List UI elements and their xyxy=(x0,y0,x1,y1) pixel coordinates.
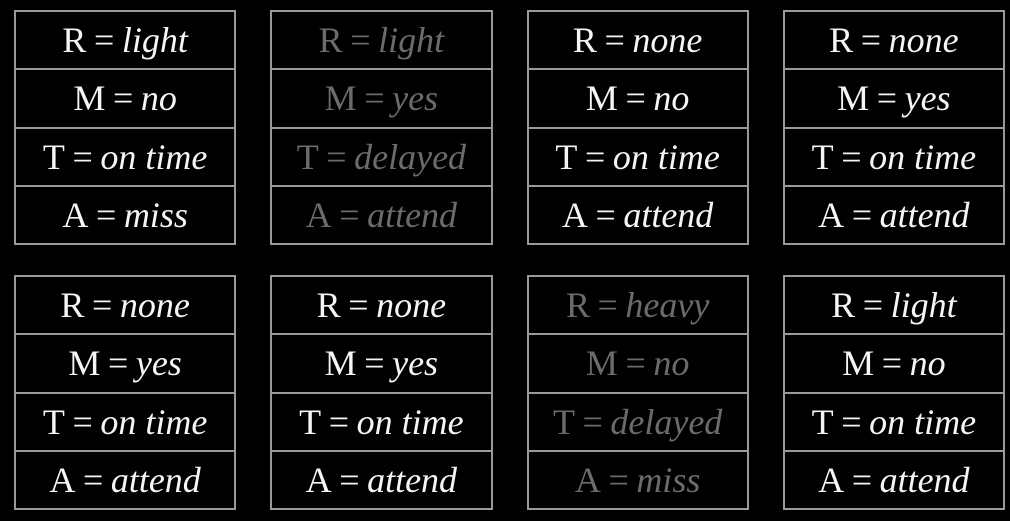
variable-value: yes xyxy=(135,343,182,384)
variable-value: miss xyxy=(123,194,188,235)
equals-sign: = xyxy=(72,401,93,442)
variable-value: yes xyxy=(392,78,439,119)
variable-value: yes xyxy=(904,78,951,119)
variable-value: no xyxy=(140,78,177,119)
sample-table-2-rejected xyxy=(270,10,492,245)
assignment-row xyxy=(529,127,747,185)
equals-sign: = xyxy=(112,78,134,119)
variable-value: light xyxy=(378,20,445,61)
variable-letter: R xyxy=(316,285,341,326)
variable-value: on time xyxy=(869,136,977,177)
assignment-row xyxy=(785,277,1003,333)
variable-letter: T xyxy=(811,136,834,177)
variable-letter: M xyxy=(73,78,106,119)
assignment-row xyxy=(529,12,747,68)
variable-letter: A xyxy=(49,459,76,500)
assignment-row xyxy=(272,450,490,508)
sample-table-3 xyxy=(527,10,749,245)
variable-value: light xyxy=(890,285,957,326)
variable-letter: M xyxy=(585,78,618,119)
sample-table-6 xyxy=(270,275,492,510)
variable-letter: A xyxy=(62,194,89,235)
equals-sign: = xyxy=(862,285,884,326)
sample-table-5 xyxy=(14,275,236,510)
assignment-row xyxy=(529,333,747,391)
assignment-row xyxy=(529,450,747,508)
assignment-row xyxy=(16,450,234,508)
variable-value: attend xyxy=(623,194,714,235)
equals-sign: = xyxy=(597,285,618,326)
equals-sign: = xyxy=(91,285,113,326)
equals-sign: = xyxy=(851,459,873,500)
equals-sign: = xyxy=(82,459,104,500)
assignment-row xyxy=(785,392,1003,450)
assignment-row xyxy=(529,277,747,333)
variable-letter: T xyxy=(299,401,322,442)
assignment-row xyxy=(16,68,234,126)
assignment-row xyxy=(16,333,234,391)
equals-sign: = xyxy=(364,78,385,119)
equals-sign: = xyxy=(348,285,369,326)
equals-sign: = xyxy=(876,78,898,119)
variable-letter: T xyxy=(555,136,578,177)
variable-value: none xyxy=(888,20,959,61)
sample-table-7-rejected xyxy=(527,275,749,510)
variable-letter: A xyxy=(574,459,601,500)
assignment-row xyxy=(785,450,1003,508)
variable-letter: R xyxy=(829,20,854,61)
assignment-row xyxy=(785,185,1003,243)
equals-sign: = xyxy=(881,343,903,384)
equals-sign: = xyxy=(608,459,629,500)
assignment-row xyxy=(785,127,1003,185)
variable-value: no xyxy=(653,343,690,384)
variable-letter: M xyxy=(324,343,357,384)
variable-value: no xyxy=(653,78,690,119)
sample-table-8 xyxy=(783,275,1005,510)
equals-sign: = xyxy=(328,401,350,442)
variable-value: delayed xyxy=(610,401,723,442)
variable-letter: T xyxy=(42,136,65,177)
variable-letter: M xyxy=(837,78,870,119)
sample-table-1 xyxy=(14,10,236,245)
variable-letter: M xyxy=(842,343,875,384)
variable-letter: M xyxy=(324,78,357,119)
equals-sign: = xyxy=(584,136,606,177)
variable-letter: R xyxy=(572,20,597,61)
assignment-row xyxy=(16,277,234,333)
variable-value: on time xyxy=(869,401,977,442)
assignment-row xyxy=(16,392,234,450)
equals-sign: = xyxy=(350,20,371,61)
equals-sign: = xyxy=(582,401,603,442)
variable-value: heavy xyxy=(625,285,710,326)
equals-sign: = xyxy=(841,136,862,177)
variable-letter: A xyxy=(305,459,332,500)
variable-value: on time xyxy=(612,136,720,177)
assignment-row xyxy=(272,68,490,126)
variable-letter: T xyxy=(42,401,65,442)
variable-value: light xyxy=(121,20,188,61)
equals-sign: = xyxy=(93,20,115,61)
variable-letter: R xyxy=(831,285,856,326)
variable-letter: A xyxy=(305,194,332,235)
variable-value: attend xyxy=(367,194,458,235)
sample-table-4 xyxy=(783,10,1005,245)
variable-value: none xyxy=(119,285,190,326)
assignment-row xyxy=(272,12,490,68)
variable-value: attend xyxy=(879,459,970,500)
variable-value: none xyxy=(376,285,447,326)
equals-sign: = xyxy=(595,194,616,235)
equals-sign: = xyxy=(339,459,360,500)
variable-value: on time xyxy=(356,401,464,442)
equals-sign: = xyxy=(326,136,347,177)
assignment-row xyxy=(16,12,234,68)
assignment-row xyxy=(529,185,747,243)
equals-sign: = xyxy=(851,194,873,235)
variable-value: attend xyxy=(879,194,970,235)
assignment-row xyxy=(16,127,234,185)
equals-sign: = xyxy=(72,136,93,177)
equals-sign: = xyxy=(604,20,625,61)
assignment-row xyxy=(785,12,1003,68)
assignment-row xyxy=(272,333,490,391)
equals-sign: = xyxy=(841,401,862,442)
variable-letter: M xyxy=(585,343,618,384)
variable-letter: A xyxy=(561,194,588,235)
variable-letter: R xyxy=(318,20,343,61)
assignment-row xyxy=(785,333,1003,391)
variable-letter: R xyxy=(62,20,87,61)
equals-sign: = xyxy=(625,78,646,119)
equals-sign: = xyxy=(625,343,646,384)
variable-value: none xyxy=(632,20,703,61)
variable-letter: T xyxy=(811,401,834,442)
variable-value: on time xyxy=(100,136,208,177)
variable-letter: A xyxy=(818,194,845,235)
equals-sign: = xyxy=(860,20,882,61)
variable-value: on time xyxy=(100,401,208,442)
variable-value: miss xyxy=(636,459,701,500)
variable-value: yes xyxy=(392,343,439,384)
variable-letter: R xyxy=(565,285,590,326)
assignment-row xyxy=(272,185,490,243)
variable-letter: R xyxy=(60,285,85,326)
assignment-row xyxy=(529,392,747,450)
variable-value: attend xyxy=(367,459,458,500)
equals-sign: = xyxy=(364,343,385,384)
assignment-row xyxy=(272,277,490,333)
variable-letter: T xyxy=(552,401,575,442)
assignment-row xyxy=(272,392,490,450)
variable-value: no xyxy=(909,343,946,384)
variable-letter: M xyxy=(68,343,101,384)
variable-letter: T xyxy=(296,136,319,177)
variable-value: delayed xyxy=(354,136,467,177)
assignment-row xyxy=(529,68,747,126)
variable-letter: A xyxy=(818,459,845,500)
variable-value: attend xyxy=(110,459,201,500)
assignment-row xyxy=(785,68,1003,126)
equals-sign: = xyxy=(107,343,129,384)
assignment-row xyxy=(16,185,234,243)
assignment-row xyxy=(272,127,490,185)
equals-sign: = xyxy=(95,194,117,235)
equals-sign: = xyxy=(339,194,360,235)
